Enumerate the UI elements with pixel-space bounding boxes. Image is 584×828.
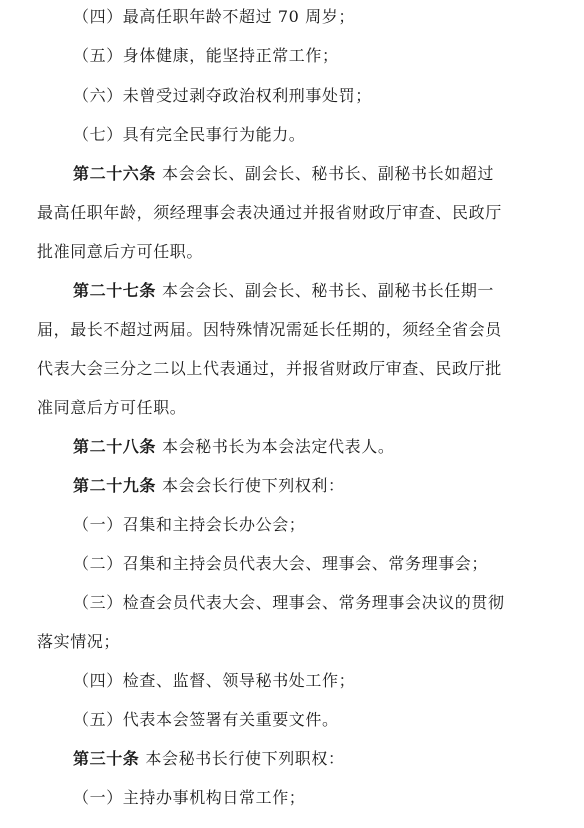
article-28-text: 本会秘书长为本会法定代表人。 <box>162 437 395 456</box>
article-29-item-4: （四）检查、监督、领导秘书处工作； <box>73 671 356 690</box>
article-29-title: 第二十九条 <box>73 476 157 495</box>
article-30-title: 第三十条 <box>73 749 140 768</box>
article-27-line-1 <box>73 280 553 302</box>
clause-item-5: （五）身体健康，能坚持正常工作； <box>73 46 339 65</box>
article-26-line-1 <box>73 163 553 185</box>
article-30-item-1: （一）主持办事机构日常工作； <box>73 788 306 807</box>
article-29-text: 本会会长行使下列权利： <box>162 476 345 495</box>
article-28-title: 第二十八条 <box>73 437 157 456</box>
article-30-text: 本会秘书长行使下列职权： <box>145 749 345 768</box>
article-26-line-2: 最高任职年龄，须经理事会表决通过并报省财政厅审查、民政厅 <box>37 203 502 222</box>
article-26-line-3: 批准同意后方可任职。 <box>37 242 204 261</box>
clause-item-6: （六）未曾受过剥夺政治权利刑事处罚； <box>73 86 372 105</box>
clause-item-7: （七）具有完全民事行为能力。 <box>73 125 306 144</box>
article-27-line-3: 代表大会三分之二以上代表通过，并报省财政厅审查、民政厅批 <box>37 359 502 378</box>
article-26-text: 本会会长、副会长、秘书长、副秘书长如超过 <box>162 164 495 183</box>
article-29-item-2: （二）召集和主持会员代表大会、理事会、常务理事会； <box>73 554 489 573</box>
article-29-line <box>73 475 553 497</box>
article-27-line-4: 准同意后方可任职。 <box>37 398 187 417</box>
article-29-item-1: （一）召集和主持会长办公会； <box>73 515 306 534</box>
article-26-title: 第二十六条 <box>73 164 157 183</box>
article-29-item-3-cont: 落实情况； <box>37 632 121 651</box>
article-28-line <box>73 436 553 458</box>
article-27-line-2: 届，最长不超过两届。因特殊情况需延长任期的，须经全省会员 <box>37 320 502 339</box>
clause-item-4: （四）最高任职年龄不超过 70 周岁； <box>73 7 355 26</box>
article-27-text: 本会会长、副会长、秘书长、副秘书长任期一 <box>162 281 495 300</box>
article-29-item-3: （三）检查会员代表大会、理事会、常务理事会决议的贯彻 <box>73 593 505 612</box>
article-30-line <box>73 748 553 770</box>
article-27-title: 第二十七条 <box>73 281 157 300</box>
article-29-item-5: （五）代表本会签署有关重要文件。 <box>73 710 339 729</box>
